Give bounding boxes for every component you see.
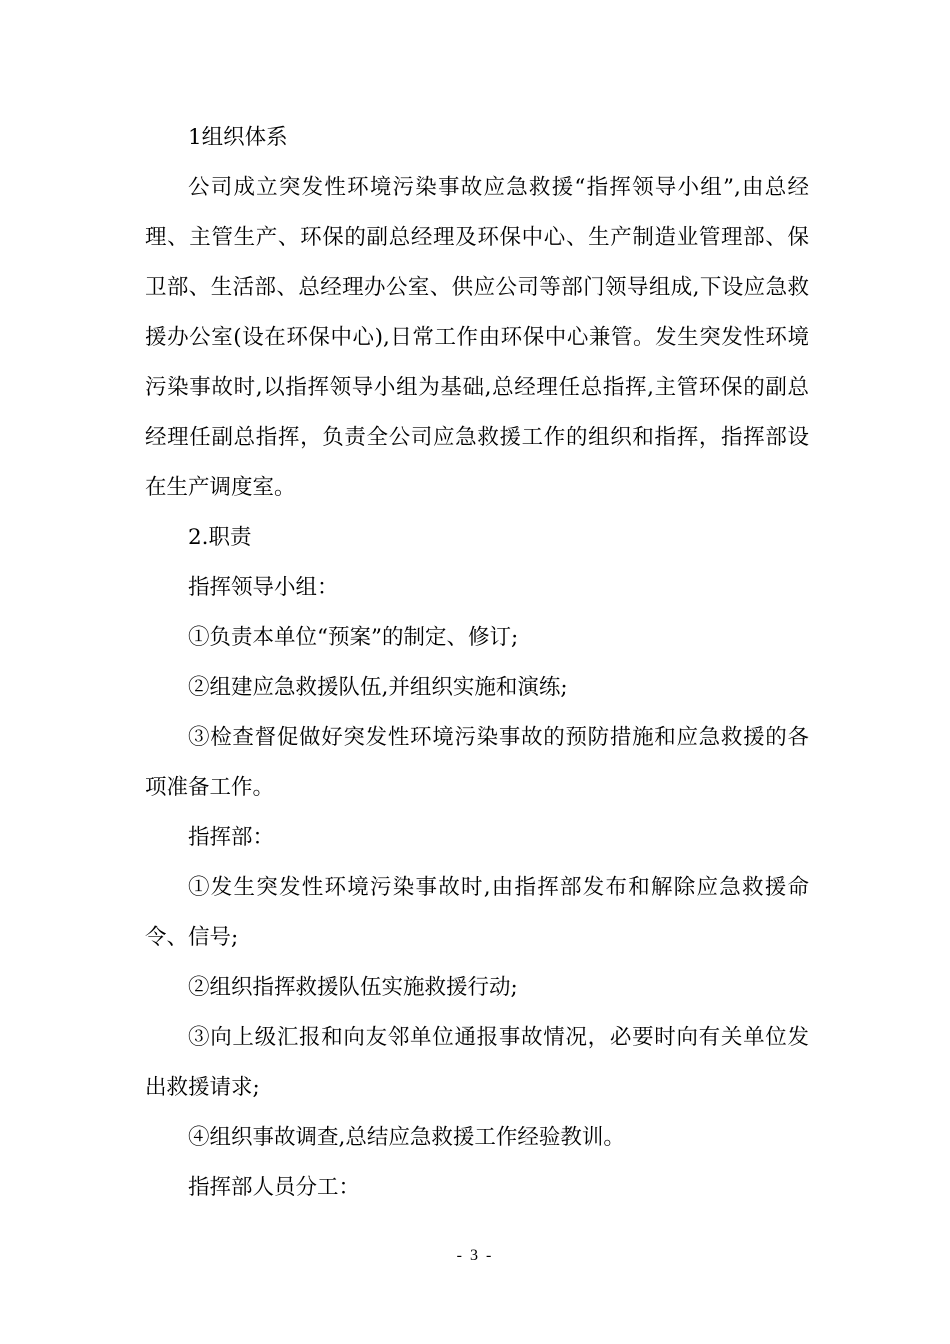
list-item-command-2: ②组织指挥救援队伍实施救援行动; — [188, 975, 518, 1000]
section-heading-organization: 1组织体系 — [188, 125, 288, 150]
list-item-command-3: ③向上级汇报和向友邻单位通报事故情况，必要时向有关单位发出救援请求; — [145, 1025, 809, 1100]
subheading-staff-division: 指挥部人员分工： — [188, 1175, 361, 1200]
list-item-command-1: ①发生突发性环境污染事故时,由指挥部发布和解除应急救援命令、信号; — [145, 875, 809, 950]
list-item-leadership-1: ①负责本单位“预案”的制定、修订; — [188, 625, 519, 650]
page-number: - 3 - — [456, 1247, 494, 1264]
list-item-leadership-2: ②组建应急救援队伍,并组织实施和演练; — [188, 675, 568, 700]
subheading-leadership-group: 指挥领导小组： — [188, 575, 339, 600]
list-item-leadership-3: ③检查督促做好突发性环境污染事故的预防措施和应急救援的各项准备工作。 — [145, 725, 809, 800]
list-item-command-4: ④组织事故调查,总结应急救援工作经验教训。 — [188, 1125, 625, 1150]
section-heading-responsibilities: 2.职责 — [188, 525, 252, 550]
document-body — [145, 113, 809, 1213]
subheading-command-center: 指挥部： — [188, 825, 275, 850]
paragraph-organization-description: 公司成立突发性环境污染事故应急救援“指挥领导小组”,由总经理、主管生产、环保的副总经理及环保中心、生产制造业管理部、保卫部、生活部、总经理办公室、供应公司等部门领导组成,下设应急救援办公室(设在环保中心),日常工作由环保中心兼管。发生突发性环境污染事故时,以指挥领导小组为基础,总经理任总指挥,主管环保的副总经理任副总指挥，负责全公司应急救援工作的组织和指挥，指挥部设在生产调度室。 — [145, 175, 809, 500]
